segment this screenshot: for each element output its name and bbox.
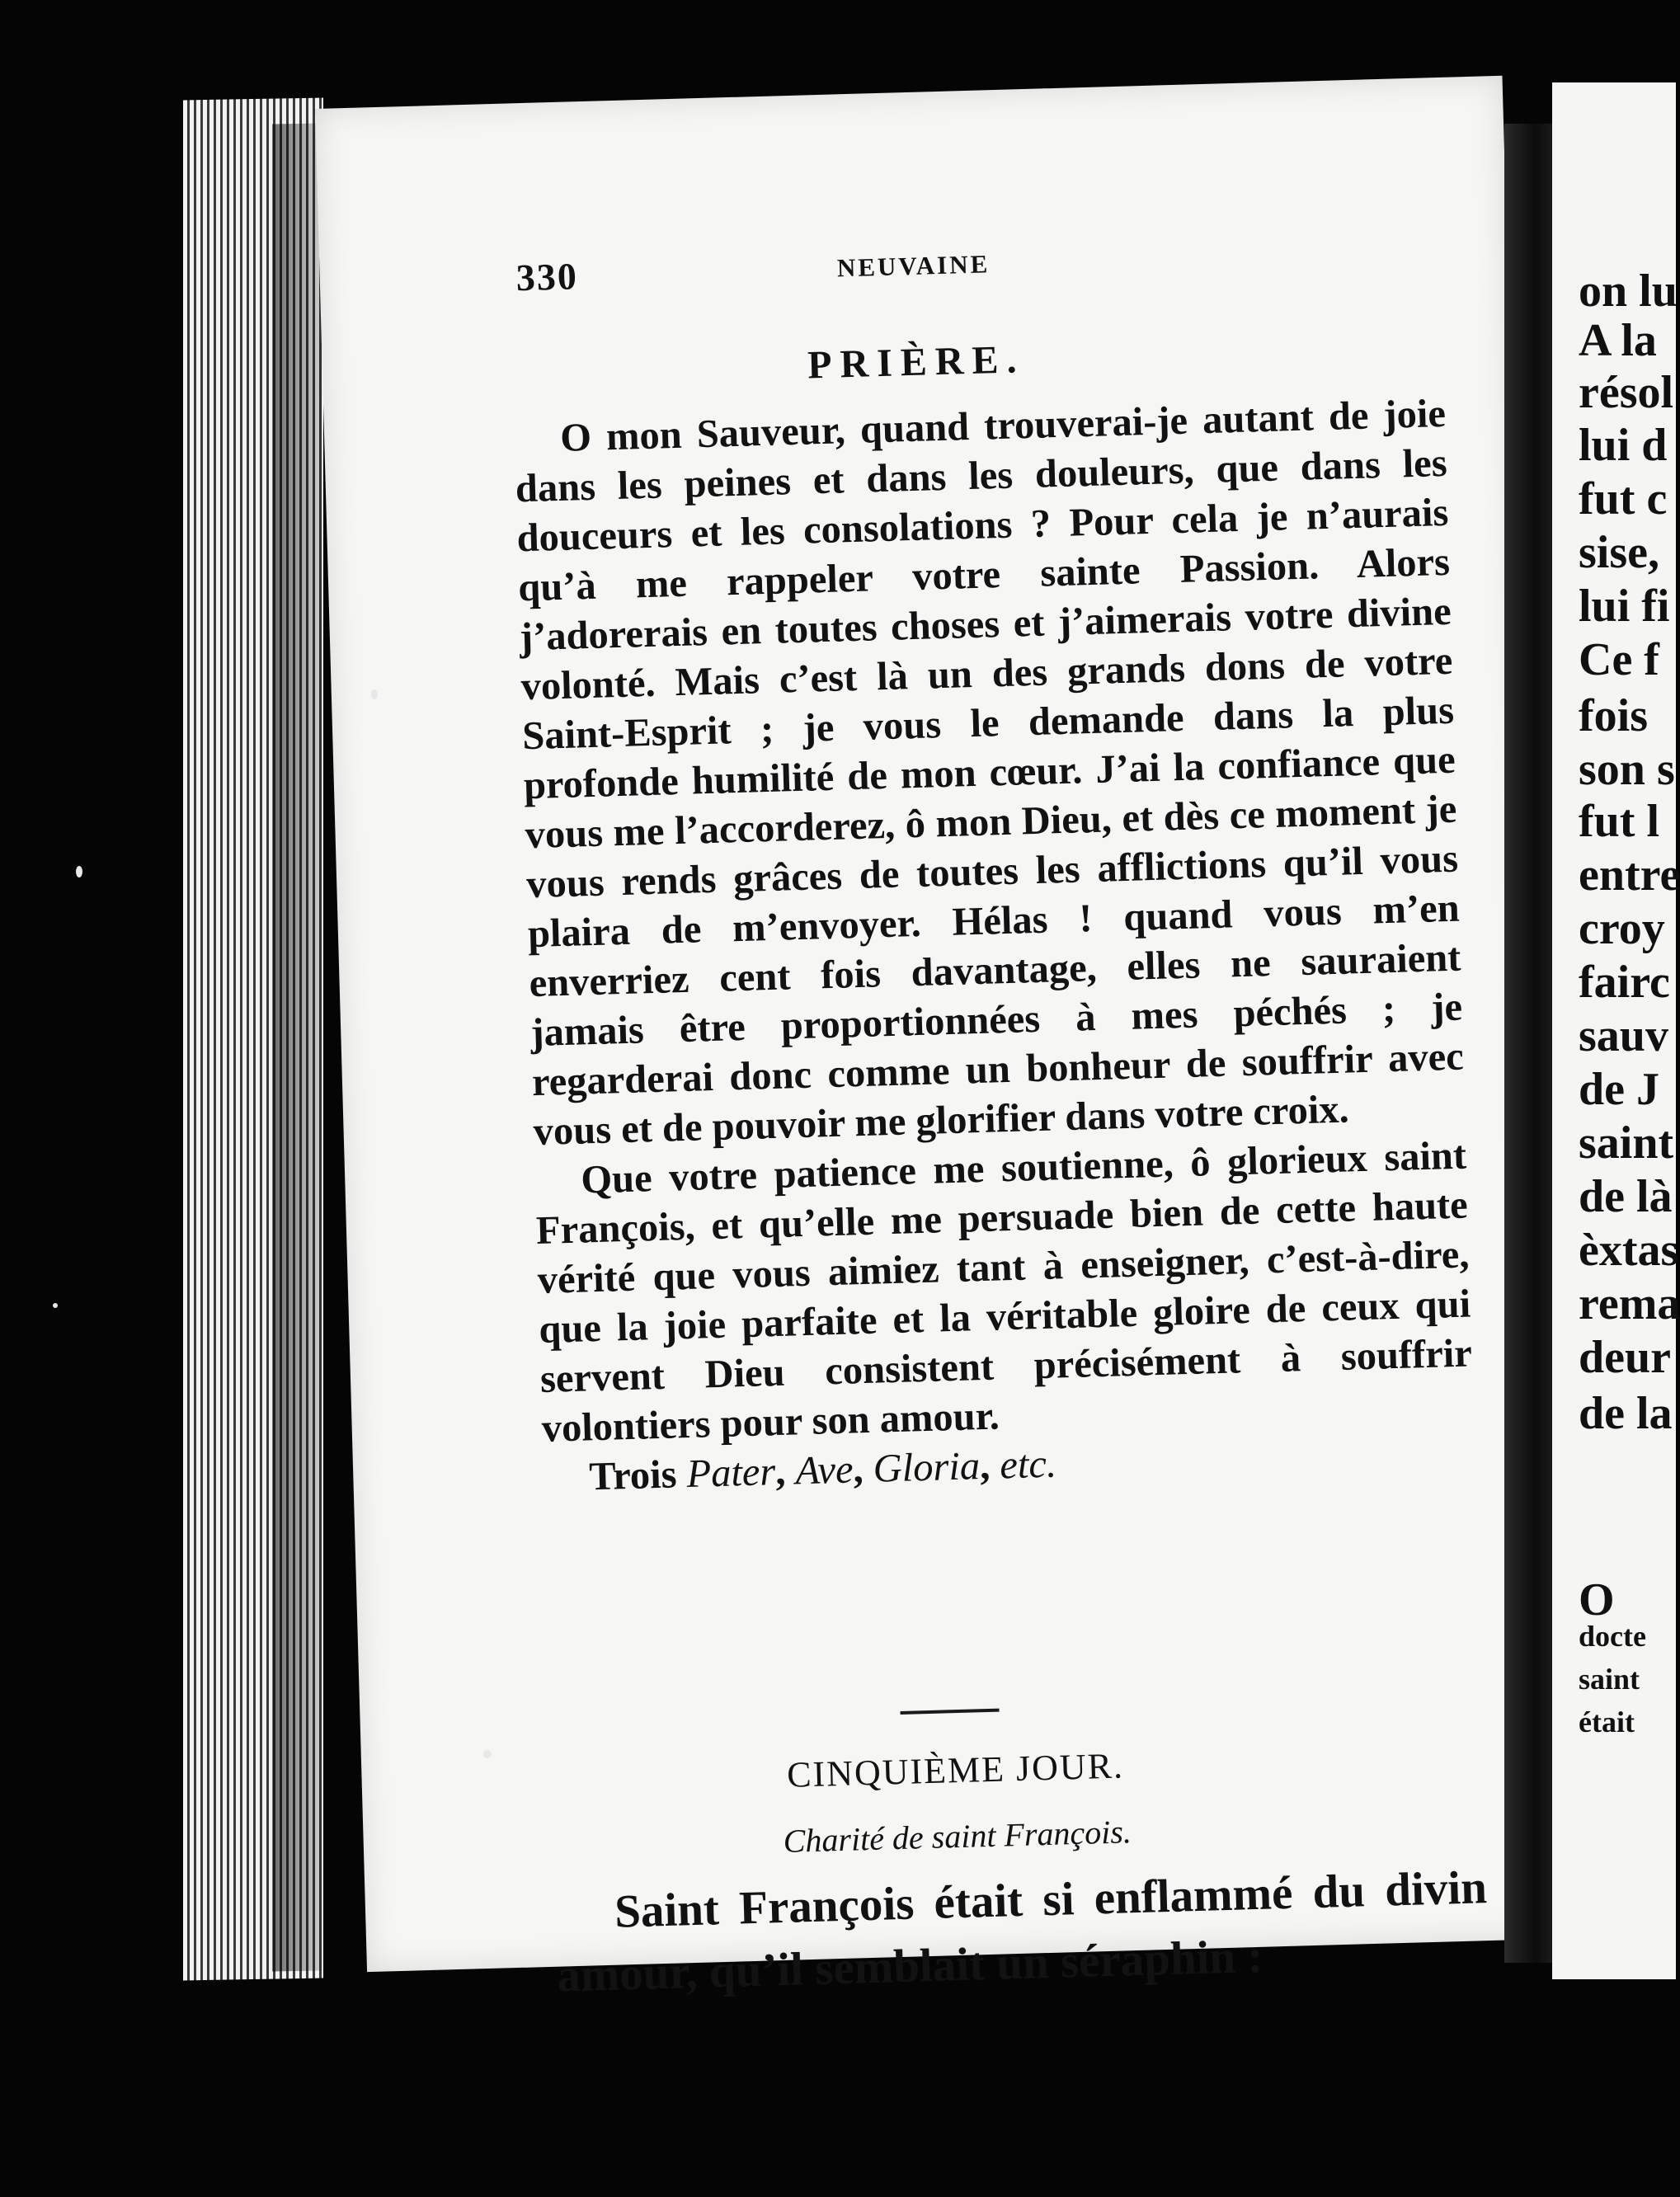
right-page-line: fut l: [1579, 796, 1659, 847]
right-page-line: saint: [1579, 1117, 1674, 1169]
separator: ,: [979, 1443, 1001, 1489]
scan-speck: [371, 689, 378, 699]
right-page-line: docte: [1579, 1620, 1646, 1653]
right-page-line: fut c: [1579, 473, 1668, 525]
right-page-line: son s: [1579, 744, 1675, 795]
closing-text: [554, 1856, 1489, 2007]
right-page-line: lui fi: [1579, 581, 1670, 632]
pater-label: Pater: [685, 1450, 776, 1497]
day-subtitle: Charité de saint François.: [783, 1813, 1132, 1860]
page-header: [319, 228, 1508, 311]
right-page-line: sauv: [1579, 1010, 1668, 1061]
right-page-line: saint: [1579, 1663, 1640, 1696]
scan-speck: [363, 1748, 369, 1758]
page-edges-shadow: [272, 123, 322, 1971]
separator: ,: [774, 1449, 797, 1494]
left-page: [315, 76, 1555, 2002]
separator: ,: [852, 1447, 874, 1492]
right-page-line: èxtas: [1579, 1225, 1679, 1276]
trois-lead: Trois: [588, 1452, 688, 1499]
paragraph: Saint François était si enflammé du divin amour, qu’il semblait un séraphin :: [556, 1861, 1488, 2002]
right-page-fragment: [1552, 82, 1680, 1979]
right-page-line: Ce f: [1579, 634, 1659, 685]
right-page-line: de la: [1579, 1388, 1673, 1439]
right-page-line: de J: [1579, 1064, 1659, 1115]
prayer-text: [513, 389, 1475, 1503]
right-page-line: lui d: [1579, 420, 1668, 471]
paragraph: Que votre patience me soutienne, ô glorieux saint François, et qu’elle me persuade bien de cette haute vérité que vous aimiez tant à enseigner, c’est-à-dire, que la joie parfaite et la véritable gloire de ceux qui servent Dieu consistent précisément à souffrir volontiers pour son amour.: [535, 1133, 1473, 1451]
running-head: NEUVAINE: [836, 249, 991, 283]
section-title: PRIÈRE.: [807, 337, 1026, 388]
right-page-line: fois: [1579, 690, 1648, 741]
book-gutter: [1504, 124, 1555, 1963]
etc-label: etc.: [999, 1442, 1057, 1488]
ave-label: Ave: [794, 1447, 854, 1494]
right-page-line: de là: [1579, 1171, 1673, 1222]
right-page-line: A la: [1579, 315, 1657, 366]
scan-speck: [53, 1303, 58, 1308]
page-number: 330: [515, 255, 579, 299]
right-page-line: on lu: [1579, 266, 1678, 317]
gloria-label: Gloria: [872, 1444, 981, 1491]
right-page-line: sise,: [1579, 527, 1659, 578]
right-page-line: O: [1579, 1574, 1615, 1625]
section-divider: [901, 1709, 1000, 1715]
scan-speck: [76, 866, 82, 877]
day-title: CINQUIÈME JOUR.: [786, 1745, 1125, 1795]
right-page-line: entre: [1579, 849, 1680, 901]
right-page-line: était: [1579, 1705, 1635, 1738]
right-page-line: résol: [1579, 367, 1674, 418]
right-page-line: deur: [1579, 1332, 1671, 1383]
paragraph: O mon Sauveur, quand trouverai-je autant de joie dans les peines et dans les douleurs, que dans les douceurs et les consolations ? Pour cela je n’aurais qu’à me rappeler votre sainte Passion. Alors j’adorerais en toutes choses et j’aimerais votre divine volonté. Mais c’est là un des grands dons de votre Saint-Esprit ; je vous le demande dans la plus profonde humilité de mon cœur. J’ai la confiance que vous me l’accorderez, ô mon Dieu, et dès ce moment je vous rends grâces de toutes les afflictions qu’il vous plaira de m’envoyer. Hélas ! quand vous m’en enverriez cent fois davantage, elles ne sauraient jamais être proportionnées à mes péchés ; je regarderai donc comme un bonheur de souffrir avec vous et de pouvoir me glorifier dans votre croix.: [515, 391, 1465, 1155]
scan-speck: [483, 1750, 492, 1758]
right-page-line: fairc: [1579, 957, 1670, 1008]
right-page-line: rema: [1579, 1278, 1680, 1329]
right-page-line: croy: [1579, 903, 1665, 954]
